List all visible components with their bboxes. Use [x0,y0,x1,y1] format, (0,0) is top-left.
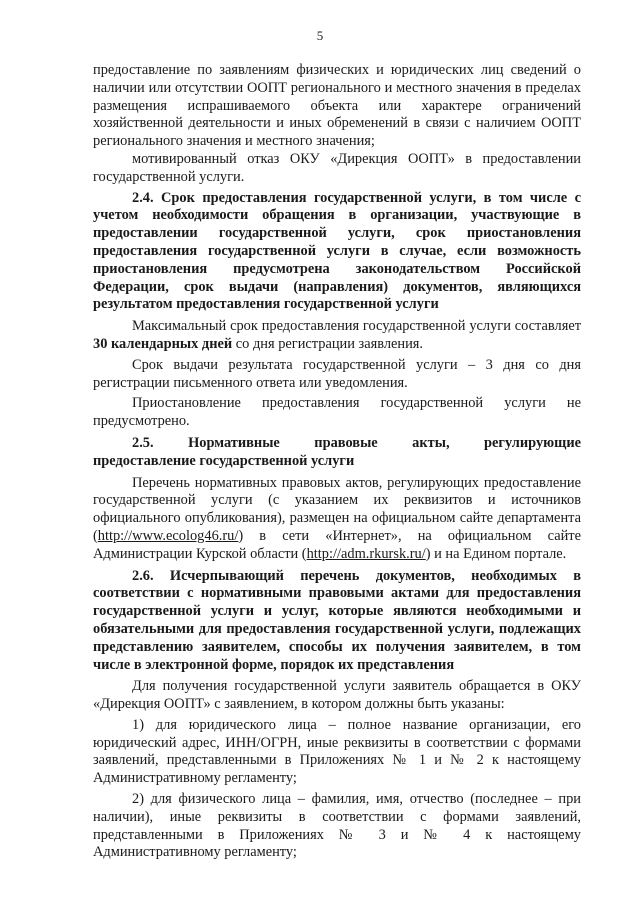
document-body [93,62,581,862]
link-adm-rkursk[interactable]: http://adm.rkursk.ru/ [306,545,426,562]
max-term-text-before: Максимальный срок предоставления государственной услуги составляет [132,318,581,335]
paragraph-application: Для получения государственной услуги заявитель обращается в ОКУ «Дирекция ООПТ» с заявлением, в котором должны быть указаны: [93,678,581,713]
max-term-text-after: со дня регистрации заявления. [232,335,424,352]
paragraph-refusal: мотивированный отказ ОКУ «Дирекция ООПТ» в предоставлении государственной услуги. [93,150,581,185]
section-heading-2-6: 2.6. Исчерпывающий перечень документов, необходимых в соответствии с нормативными правовыми актами для предоставления государственной услуги и услуг, которые являются необходимыми и обязательными для предоставления государственной услуги, подлежащих представлению заявителем, способы их получения заявителем, в том числе в электронной форме, порядок их представления [93,567,581,673]
paragraph-issue-term: Срок выдачи результата государственной услуги – 3 дня со дня регистрации письменного ответа или уведомления. [93,356,581,391]
legal-acts-text-before: Перечень нормативных правовых актов, регулирующих предоставление государственной услуги (с указанием их реквизитов и источников официального опубликования), размещен на официальном сайте департамента ( [93,474,581,544]
list-item-individual: 2) для физического лица – фамилия, имя, отчество (последнее – при наличии), иные реквизиты в соответствии с формами заявлений, представленными в Приложениях № 3 и № 4 к настоящему Административному регламенту; [93,791,581,861]
list-item-legal-entity: 1) для юридического лица – полное название организации, его юридический адрес, ИНН/ОГРН, иные реквизиты в соответствии с формами заявлений, представленными в Приложениях № 1 и № 2 к настоящему Административному регламенту; [93,716,581,787]
max-term-days: 30 календарных дней [93,335,233,352]
legal-acts-text-after: ) и на Едином портале. [425,545,567,562]
section-heading-2-5-continued: предоставление государственной услуги [93,452,355,469]
section-heading-2-4: 2.4. Срок предоставления государственной услуги, в том числе с учетом необходимости обращения в организации, участвующие в предоставлении государственной услуги, срок приостановления предоставления государственной услуги в случае, если возможность приостановления предусмотрена законодательством Российской Федерации, срок выдачи (направления) документов, являющихся результатом предоставления государственной услуги [93,189,581,313]
legal-acts-text-mid: ) в сети «Интернет», на официальном сайте Администрации Курской области ( [93,527,581,562]
paragraph-legal-acts [93,475,581,564]
paragraph-results-list-item: предоставление по заявлениям физических и юридических лиц сведений о наличии или отсутствии ООПТ регионального и местного значения в пределах размещения испрашиваемого объекта или характере ограничений хозяйственной деятельности и иных обременений в связи с наличием ООПТ регионального значения и местного значения; [93,62,581,150]
link-ecolog46[interactable]: http://www.ecolog46.ru/ [97,527,239,544]
section-heading-2-5: 2.5. Нормативные правовые акты, регулирующие [132,434,581,451]
page-number: 5 [316,28,324,43]
paragraph-max-term [93,318,581,354]
paragraph-suspension: Приостановление предоставления государственной услуги не предусмотрено. [93,395,581,430]
